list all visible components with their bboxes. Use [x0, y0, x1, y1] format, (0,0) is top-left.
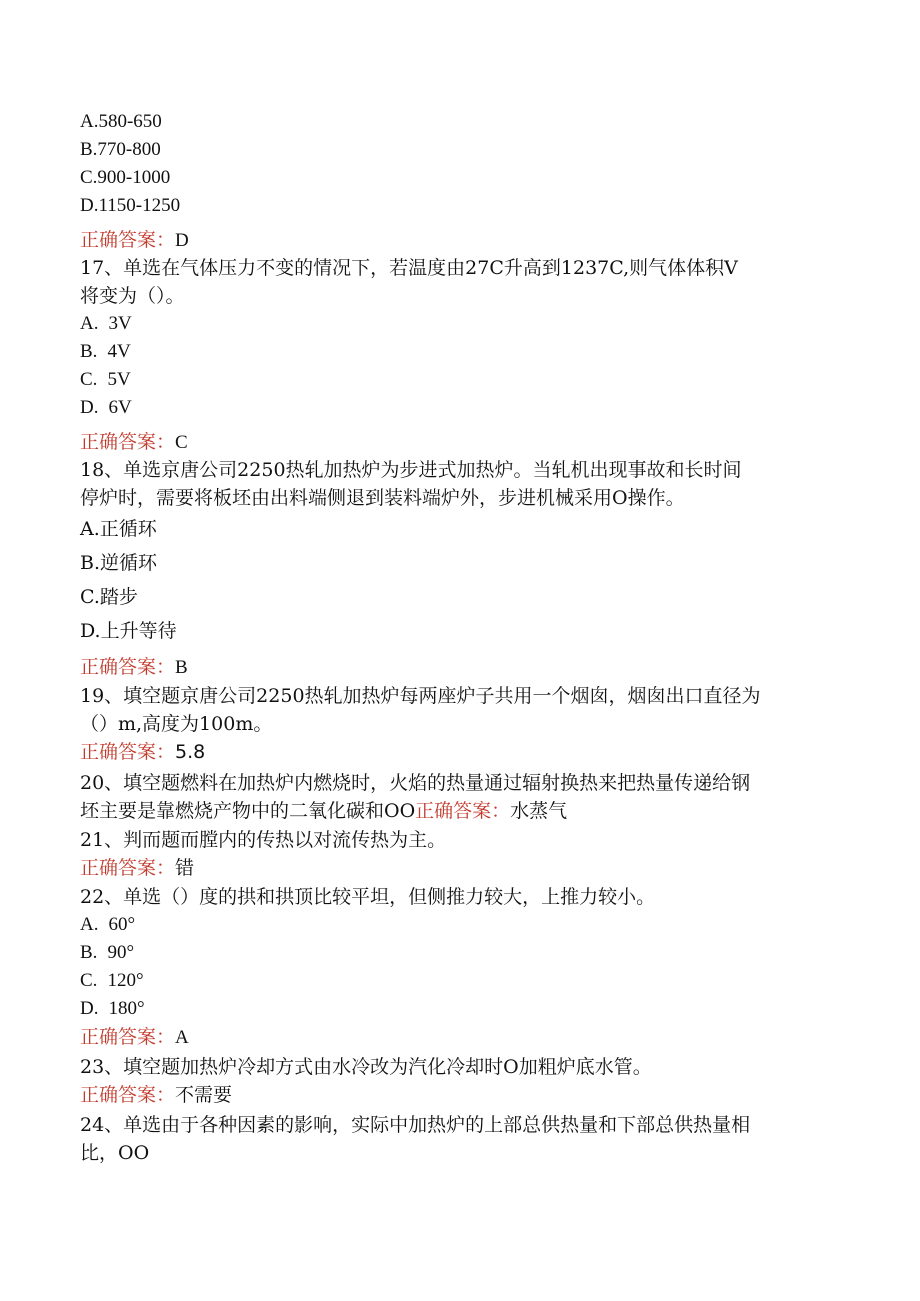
answer-line [80, 740, 205, 764]
option-text: 60° [108, 914, 136, 935]
answer-value: A [175, 1027, 189, 1048]
option-text: 6V [108, 397, 132, 418]
option-c [80, 368, 131, 392]
option-letter: B. [80, 942, 98, 963]
option-text: 4V [107, 341, 131, 362]
answer-label: 正确答案： [80, 229, 176, 251]
answer-label: 正确答案： [80, 741, 176, 763]
question-17-text: 17、单选在气体压力不变的情况下，若温度由27C升高到1237C,则气体体积V [80, 257, 738, 279]
option-text: 120° [107, 970, 144, 991]
option-d [80, 396, 132, 420]
answer-line [80, 1025, 189, 1050]
option-b: B.逆循环 [80, 552, 158, 574]
option-a: A.正循环 [80, 518, 157, 540]
question-19-text: 19、填空题京唐公司2250热轧加热炉每两座炉子共用一个烟囱，烟囱出口直径为 [80, 685, 761, 707]
answer-value: 错 [175, 857, 195, 879]
option-letter: D. [80, 998, 99, 1019]
option-letter: C. [80, 970, 98, 991]
question-17-text-cont: 将变为（）。 [80, 285, 185, 307]
answer-value: C [175, 432, 188, 453]
answer-label: 正确答案： [80, 1084, 176, 1106]
option-d: D.1150-1250 [80, 195, 181, 216]
answer-label: 正确答案： [415, 800, 511, 822]
question-24-text: 24、单选由于各种因素的影响，实际中加热炉的上部总供热量和下部总供热量相 [80, 1114, 751, 1136]
answer-label: 正确答案： [80, 1026, 176, 1048]
answer-line [80, 430, 188, 455]
option-letter: B. [80, 341, 98, 362]
option-letter: A. [80, 313, 99, 334]
question-20-text-tail: 坯主要是靠燃烧产物中的二氧化碳和OO [80, 800, 416, 822]
option-c: C.踏步 [80, 586, 138, 608]
option-d: D.上升等待 [80, 620, 177, 642]
answer-line [80, 228, 189, 253]
answer-value: 5.8 [175, 741, 206, 763]
answer-value: 水蒸气 [510, 800, 568, 822]
question-19-text-cont: （）m,高度为100m。 [80, 713, 273, 735]
question-24-text-cont: 比，OO [80, 1142, 150, 1164]
answer-line [80, 856, 194, 880]
answer-value: D [175, 230, 189, 251]
option-letter: D. [80, 397, 99, 418]
option-letter: C. [80, 369, 98, 390]
answer-line [80, 1083, 232, 1107]
answer-value: B [175, 657, 188, 678]
question-20-text: 20、填空题燃料在加热炉内燃烧时，火焰的热量通过辐射换热来把热量传递给钢 [80, 772, 751, 794]
option-c [80, 969, 144, 993]
option-d [80, 997, 145, 1021]
option-a [80, 913, 135, 937]
option-text: 3V [108, 313, 132, 334]
question-21-text: 21、判而题而膛内的传热以对流传热为主。 [80, 829, 447, 851]
answer-line [80, 655, 188, 680]
option-b [80, 340, 131, 364]
answer-label: 正确答案： [80, 656, 176, 678]
option-c: C.900-1000 [80, 167, 171, 188]
question-18-text: 18、单选京唐公司2250热轧加热炉为步进式加热炉。当轧机出现事故和长时间 [80, 459, 742, 481]
option-b [80, 941, 134, 965]
option-a [80, 312, 132, 336]
question-18-text-cont: 停炉时，需要将板坯由出料端侧退到装料端炉外，步进机械采用O操作。 [80, 487, 685, 509]
option-a: A.580-650 [80, 111, 162, 132]
answer-label: 正确答案： [80, 431, 176, 453]
option-text: 5V [107, 369, 131, 390]
answer-label: 正确答案： [80, 857, 176, 879]
question-23-text: 23、填空题加热炉冷却方式由水冷改为汽化冷却时O加粗炉底水管。 [80, 1056, 652, 1078]
option-b: B.770-800 [80, 139, 161, 160]
option-letter: A. [80, 914, 99, 935]
answer-value: 不需要 [175, 1084, 233, 1106]
option-text: 90° [107, 942, 135, 963]
question-22-text: 22、单选（）度的拱和拱顶比较平坦，但侧推力较大，上推力较小。 [80, 886, 656, 908]
question-20-text-cont [80, 799, 567, 823]
option-text: 180° [108, 998, 145, 1019]
